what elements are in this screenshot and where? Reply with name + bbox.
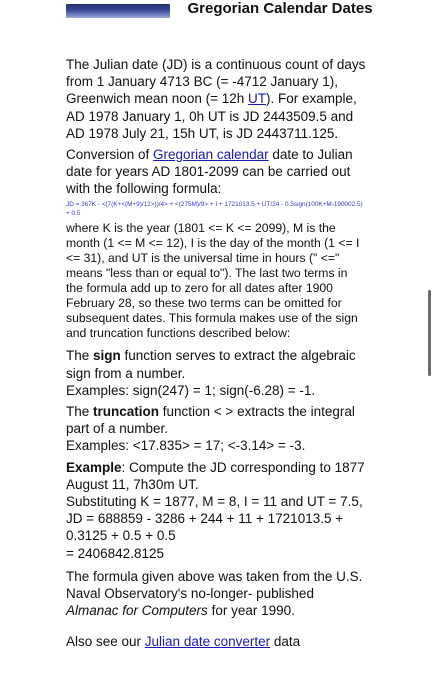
- example-paragraph: [66, 459, 366, 562]
- sign-examples: Examples: sign(247) = 1; sign(-6.28) = -1.: [66, 382, 316, 398]
- article-body: [66, 56, 366, 651]
- see-also-text: Also see our: [66, 634, 145, 650]
- intro-paragraph: [66, 56, 366, 142]
- variables-paragraph: where K is the year (1801 <= K <= 2099), M is the month (1 <= M <= 12), I is the day of the month (1 <= I <= 31), and UT is the universal time in hours (" <=" means "less than or equal to"). The last two terms in the formula add up to zero for all dates after 1900 February 28, so these two terms can be omitted for subsequent dates. This formula makes use of the sign and truncation functions described below:: [66, 220, 360, 341]
- trunc-text-end: function < > extracts the integral part of a number.: [66, 403, 355, 437]
- intro-text-end: ). For example, AD 1978 January 1, 0h UT is JD 2443509.5 and AD 1978 July 21, 15h UT, is JD 2443711.125.: [66, 91, 357, 141]
- source-text: The formula given above was taken from the U.S. Naval Observatory's no-longer- published: [66, 568, 363, 602]
- source-paragraph: [66, 568, 366, 620]
- conversion-paragraph: [66, 146, 366, 198]
- almanac-title: Almanac for Computers: [66, 603, 208, 619]
- trunc-examples: Examples: <17.835> = 17; <-3.14> = -3.: [66, 438, 306, 454]
- trunc-text: The: [66, 403, 94, 419]
- sign-function-paragraph: [66, 347, 366, 399]
- conversion-text: Conversion of: [66, 147, 154, 163]
- source-text-end: for year 1990.: [207, 603, 295, 619]
- vertical-scrollbar[interactable]: [428, 290, 431, 376]
- julian-date-converter-link[interactable]: Julian date converter: [144, 634, 271, 650]
- gregorian-calendar-link[interactable]: Gregorian calendar: [153, 147, 269, 163]
- header-banner-graphic: [66, 4, 170, 18]
- page-title: Gregorian Calendar Dates: [187, 0, 373, 17]
- example-text: : Compute the JD corresponding to 1877 August 11, 7h30m UT.: [66, 459, 365, 492]
- sign-term: sign: [93, 348, 121, 364]
- sign-text: The: [66, 348, 94, 364]
- see-also-paragraph: [66, 633, 366, 650]
- example-term: Example: [66, 459, 122, 475]
- intro-text: The Julian date (JD) is a continuous count of days from 1 January 4713 BC (= -4712 January 1), Greenwich mean noon (= 12h: [66, 57, 366, 107]
- example-substitution: Substituting K = 1877, M = 8, I = 11 and UT = 7.5,: [66, 494, 363, 509]
- truncation-term: truncation: [93, 403, 160, 419]
- conversion-text-end: date to Julian date for years AD 1801-2099 can be carried out with the following formula:: [66, 147, 353, 197]
- page-header: [0, 0, 436, 40]
- see-also-text-end: data: [270, 634, 301, 650]
- example-calculation: JD = 688859 - 3286 + 244 + 11 + 1721013.5 + 0.3125 + 0.5 + 0.5: [66, 511, 344, 544]
- example-result: = 2406842.8125: [66, 545, 164, 561]
- sign-text-end: function serves to extract the algebraic sign from a number.: [66, 348, 356, 381]
- ut-link[interactable]: UT: [248, 91, 266, 107]
- jd-formula: JD = 367K - <(7(K+<(M+9)/12>))/4> + <(275M)/9> + I + 1721013.5 + UT/24 - 0.5sign(100K+M-190002.5) + 0.5: [66, 200, 363, 217]
- truncation-function-paragraph: [66, 403, 366, 455]
